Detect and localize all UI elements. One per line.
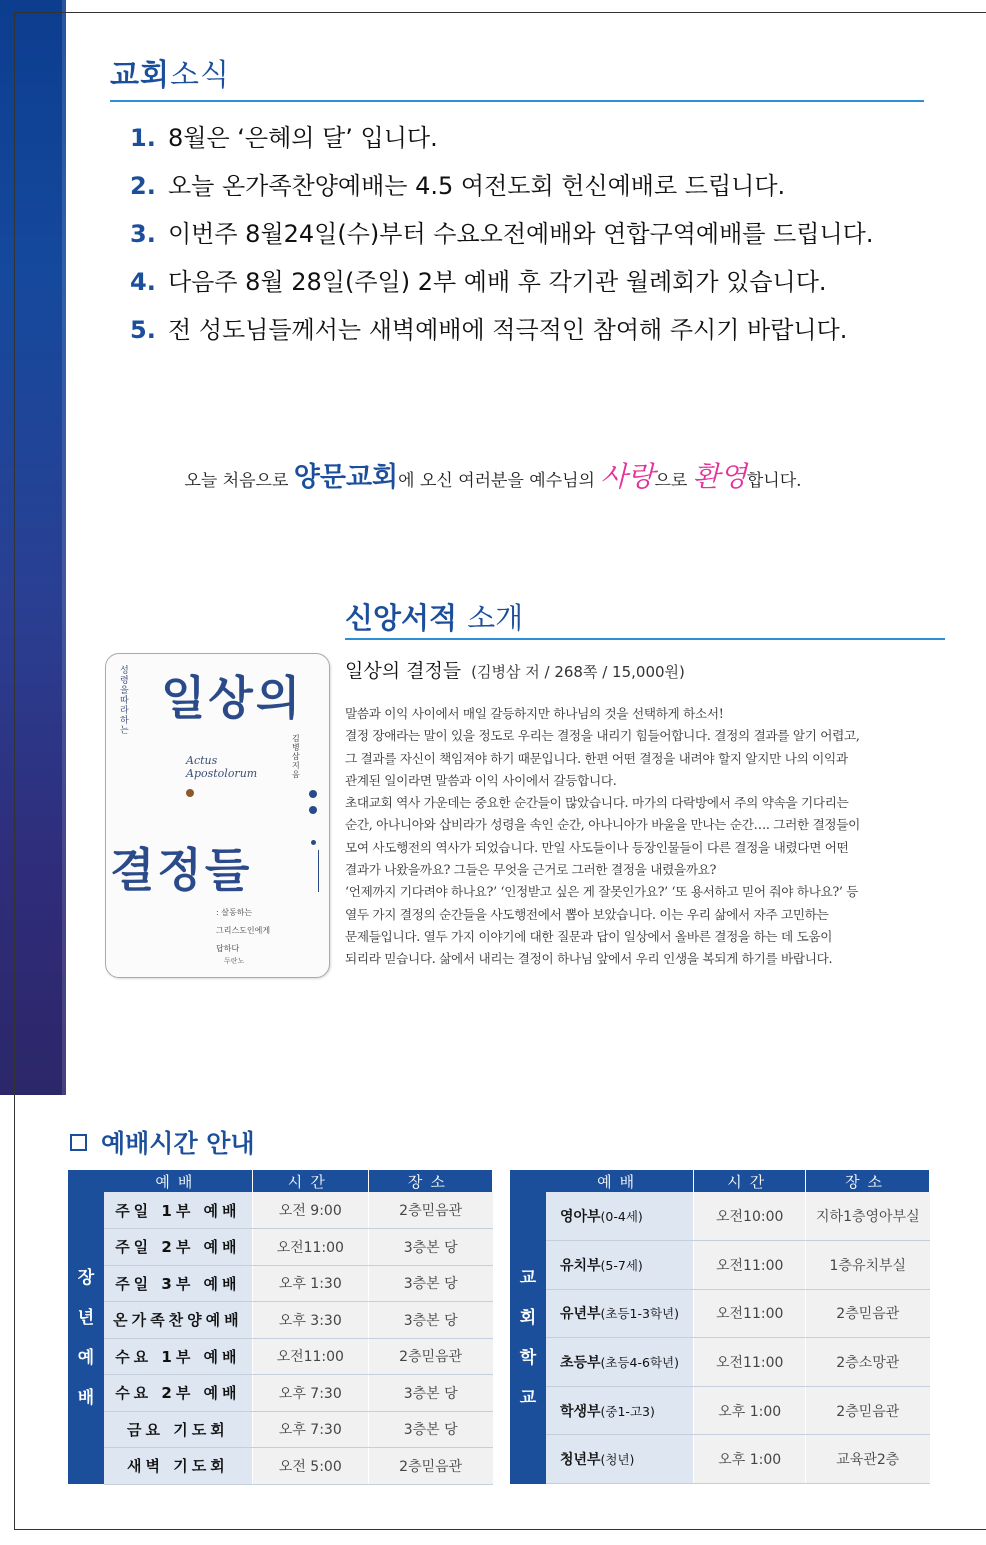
service-times-title: 예배시간 안내: [70, 1124, 255, 1160]
table-corner: [68, 1170, 104, 1192]
table-header: 예배: [104, 1170, 252, 1192]
table-header: 시간: [694, 1170, 806, 1192]
table-header-row: [68, 1170, 493, 1192]
news-item-text: 다음주 8월 28일(주일) 2부 예배 후 각기관 월례회가 있습니다.: [168, 268, 827, 296]
service-name: 영아부(0-4세): [546, 1192, 694, 1241]
book-description-line: ‘언제까지 기다려야 하나요?’ ‘인정받고 싶은 게 잘못인가요?’ ‘또 용서하고 믿어 줘야 하나요?’ 등: [345, 884, 859, 900]
news-item-text: 이번주 8월24일(수)부터 수요오전예배와 연합구역예배를 드립니다.: [168, 220, 874, 248]
service-name: 수요 1부 예배: [104, 1338, 252, 1375]
news-item-number: 1.: [130, 124, 156, 152]
news-item: [130, 214, 873, 262]
news-item: [130, 118, 873, 166]
service-time: 오후 1:00: [694, 1386, 806, 1435]
service-time: 오후 3:30: [252, 1302, 368, 1339]
service-name: 금요 기도회: [104, 1411, 252, 1448]
service-place: 1층유치부실: [806, 1241, 930, 1290]
service-name: 새벽 기도회: [104, 1448, 252, 1485]
table-row: [510, 1386, 930, 1435]
service-name: 온가족찬양예배: [104, 1302, 252, 1339]
cover-publisher: 두란노: [224, 957, 245, 965]
table-corner: [510, 1170, 546, 1192]
book-divider: [345, 638, 945, 640]
book-description-line: 순간, 아나니아와 삽비라가 성령을 속인 순간, 아나니아가 바울을 만나는 순간…. 그러한 결정들이: [345, 817, 861, 833]
news-list: [130, 118, 873, 358]
service-place: 3층본 당: [368, 1411, 492, 1448]
book-cover-image: [105, 653, 330, 978]
cover-dot-brown: [186, 789, 194, 797]
service-time: 오후 7:30: [252, 1375, 368, 1412]
cover-subtitle: 성령을 따라 하는: [120, 666, 129, 736]
table-row: [68, 1192, 493, 1229]
cover-title-top: 일상의: [161, 671, 304, 725]
book-description-line: 관계된 일이라면 말씀과 이익 사이에서 갈등합니다.: [345, 772, 617, 788]
book-description-line: 초대교회 역사 가운데는 중요한 순간들이 많았습니다. 마가의 다락방에서 주의 약속을 기다리는: [345, 795, 849, 811]
service-time: 오후 1:00: [694, 1435, 806, 1484]
church-name: 양문교회: [293, 462, 399, 493]
book-description-line: 그 결과를 자신이 책임져야 하기 때문입니다. 한편 어떤 결정을 내려야 할지 알지만 나의 이익과: [345, 750, 848, 766]
news-divider: [110, 100, 924, 102]
service-place: 교육관2층: [806, 1435, 930, 1484]
service-name: 주일 3부 예배: [104, 1265, 252, 1302]
table-row: [510, 1338, 930, 1387]
news-item-number: 4.: [130, 268, 156, 296]
cover-line: [318, 850, 319, 892]
news-title: 교회소식: [110, 58, 230, 93]
service-name: 주일 1부 예배: [104, 1192, 252, 1229]
service-time: 오전10:00: [694, 1192, 806, 1241]
service-place: 2층믿음관: [806, 1289, 930, 1338]
table-row: [68, 1302, 493, 1339]
news-item-text: 8월은 ‘은혜의 달’ 입니다.: [168, 124, 438, 152]
book-description-line: 말씀과 이익 사이에서 매일 갈등하지만 하나님의 것을 선택하게 하소서!: [345, 706, 724, 721]
news-item-text: 전 성도님들께서는 새벽예배에 적극적인 참여해 주시기 바랍니다.: [168, 316, 848, 344]
book-description-line: 되리라 믿습니다. 삶에서 내리는 결정이 하나님 앞에서 우리 인생을 복되게 하기를 바랍니다.: [345, 951, 833, 967]
welcome-message: 오늘 처음으로 양문교회에 오신 여러분을 예수님의 사랑으로 환영합니다.: [184, 460, 802, 493]
cover-dot-2: [309, 806, 317, 814]
table-row: [68, 1375, 493, 1412]
service-time: 오전11:00: [252, 1338, 368, 1375]
service-place: 3층본 당: [368, 1229, 492, 1266]
service-place: 3층본 당: [368, 1265, 492, 1302]
service-name: 유치부(5-7세): [546, 1241, 694, 1290]
table-header: 시간: [252, 1170, 368, 1192]
cover-author: 김병삼 지음: [292, 734, 300, 779]
service-place: 2층소망관: [806, 1338, 930, 1387]
table-header: 예배: [546, 1170, 694, 1192]
book-name: 일상의 결정들 (김병삼 저 / 268쪽 / 15,000원): [345, 660, 685, 682]
news-item-text: 오늘 온가족찬양예배는 4.5 여전도회 헌신예배로 드립니다.: [168, 172, 786, 200]
service-name: 수요 2부 예배: [104, 1375, 252, 1412]
service-time: 오전 9:00: [252, 1192, 368, 1229]
book-description-line: 모여 사도행전의 역사가 되었습니다. 만일 사도들이나 등장인물들이 다른 결정을 내렸다면 어떤: [345, 839, 849, 855]
table-row: [68, 1338, 493, 1375]
service-time: 오후 7:30: [252, 1411, 368, 1448]
table-header: 장소: [806, 1170, 930, 1192]
school-service-table: [510, 1170, 930, 1484]
news-item-number: 3.: [130, 220, 156, 248]
book-description-line: 문제들입니다. 열두 가지 이야기에 대한 질문과 답이 일상에서 올바른 결정을 하는 데 도움이: [345, 928, 833, 944]
service-place: 2층믿음관: [368, 1192, 492, 1229]
service-name: 초등부(초등4-6학년): [546, 1338, 694, 1387]
adult-service-table: [68, 1170, 493, 1485]
love-word: 사랑: [600, 460, 655, 493]
table-side-label: 교 회 학 교: [510, 1192, 546, 1484]
table-header: 장소: [368, 1170, 492, 1192]
table-header-row: [510, 1170, 930, 1192]
service-name: 학생부(중1-고3): [546, 1386, 694, 1435]
table-row: [510, 1241, 930, 1290]
cover-dot-3: [311, 840, 316, 845]
cover-tagline: : 살동하는 그리스도인에게 답하다: [216, 908, 271, 953]
service-place: 3층본 당: [368, 1302, 492, 1339]
service-place: 3층본 당: [368, 1375, 492, 1412]
table-row: [68, 1411, 493, 1448]
book-description-line: 열두 가지 결정의 순간들을 사도행전에서 뽑아 보았습니다. 이는 우리 삶에서 자주 고민하는: [345, 906, 829, 922]
service-time: 오전11:00: [694, 1289, 806, 1338]
cover-latin: Actus Apostolorum: [186, 754, 258, 780]
service-time: 오전11:00: [252, 1229, 368, 1266]
service-time: 오후 1:30: [252, 1265, 368, 1302]
table-row: [68, 1265, 493, 1302]
service-place: 2층믿음관: [368, 1448, 492, 1485]
news-item: [130, 310, 873, 358]
service-place: 2층믿음관: [806, 1386, 930, 1435]
cover-title-bottom: 결정들: [110, 843, 253, 897]
service-name: 주일 2부 예배: [104, 1229, 252, 1266]
service-time: 오전11:00: [694, 1338, 806, 1387]
welcome-word: 환영: [692, 460, 747, 493]
book-section-title: 신앙서적 소개: [345, 601, 524, 635]
news-item-number: 5.: [130, 316, 156, 344]
cover-dot-1: [309, 790, 317, 798]
news-item: [130, 166, 873, 214]
table-row: [510, 1435, 930, 1484]
table-row: [510, 1192, 930, 1241]
news-item: [130, 262, 873, 310]
service-time: 오전11:00: [694, 1241, 806, 1290]
book-description-line: 결정 장애라는 말이 있을 정도로 우리는 결정을 내리기 힘들어합니다. 결정의 결과를 알기 어렵고,: [345, 728, 860, 744]
service-name: 유년부(초등1-3학년): [546, 1289, 694, 1338]
table-row: [68, 1448, 493, 1485]
table-row: [68, 1229, 493, 1266]
service-place: 2층믿음관: [368, 1338, 492, 1375]
book-meta: (김병삼 저 / 268쪽 / 15,000원): [471, 663, 685, 681]
news-item-number: 2.: [130, 172, 156, 200]
service-place: 지하1층영아부실: [806, 1192, 930, 1241]
book-description: [345, 703, 950, 971]
checkbox-square-icon: [70, 1134, 87, 1151]
book-description-line: 결과가 나왔을까요? 그들은 무엇을 근거로 그러한 결정을 내렸을까요?: [345, 862, 717, 878]
table-row: [510, 1289, 930, 1338]
service-time: 오전 5:00: [252, 1448, 368, 1485]
table-side-label: 장 년 예 배: [68, 1192, 104, 1484]
service-name: 청년부(청년): [546, 1435, 694, 1484]
